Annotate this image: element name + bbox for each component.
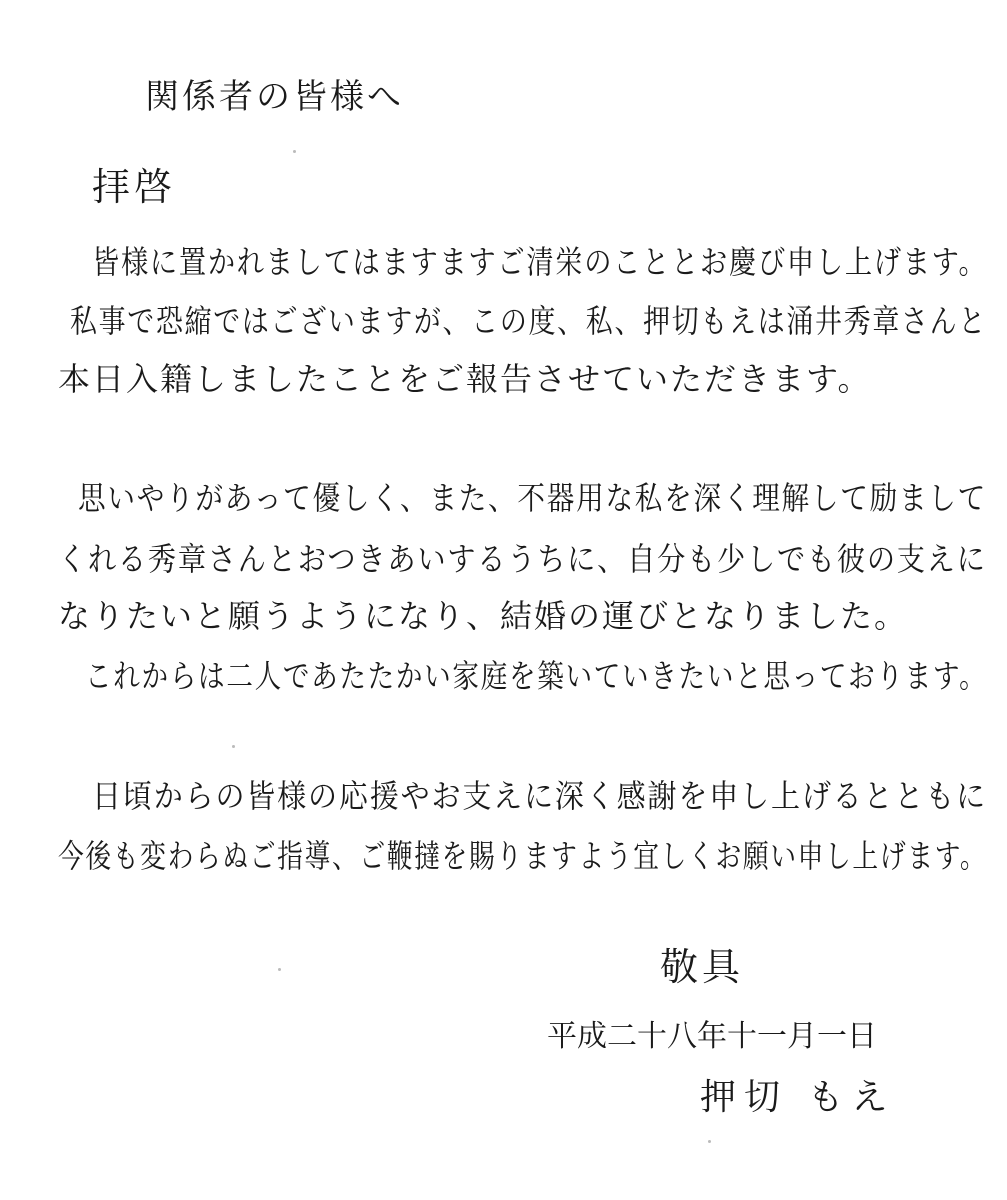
letter-line: これからは二人であたたかい家庭を築いていきたいと思っております。	[85, 657, 988, 695]
letter-line: 日頃からの皆様の応援やお支えに深く感謝を申し上げるとともに	[92, 777, 988, 815]
letter-line: 今後も変わらぬご指導、ご鞭撻を賜りますよう宜しくお願い申し上げます。	[58, 837, 988, 875]
letter-line: 私事で恐縮ではございますが、この度、私、押切もえは涌井秀章さんと	[70, 302, 987, 340]
letter-line: 思いやりがあって優しく、また、不器用な私を深く理解して励まして	[78, 479, 987, 517]
opening-greeting: 拝啓	[92, 165, 177, 209]
paper-speck	[293, 150, 296, 153]
letter-line: くれる秀章さんとおつきあいするうちに、自分も少しでも彼の支えに	[58, 540, 987, 578]
letter-line: 本日入籍しましたことをご報告させていただきます。	[58, 360, 872, 398]
letter-line: なりたいと願うようになり、結婚の運びとなりました。	[58, 597, 909, 635]
signature: 押切 もえ	[700, 1077, 896, 1118]
paper-speck	[278, 968, 281, 971]
salutation: 関係者の皆様へ	[145, 77, 404, 117]
letter-date: 平成二十八年十一月一日	[547, 1019, 877, 1054]
closing-phrase: 敬具	[660, 945, 745, 989]
paper-speck	[708, 1140, 711, 1143]
letter-line: 皆様に置かれましてはますますご清栄のこととお慶び申し上げます。	[92, 243, 988, 281]
paper-speck	[232, 745, 235, 748]
